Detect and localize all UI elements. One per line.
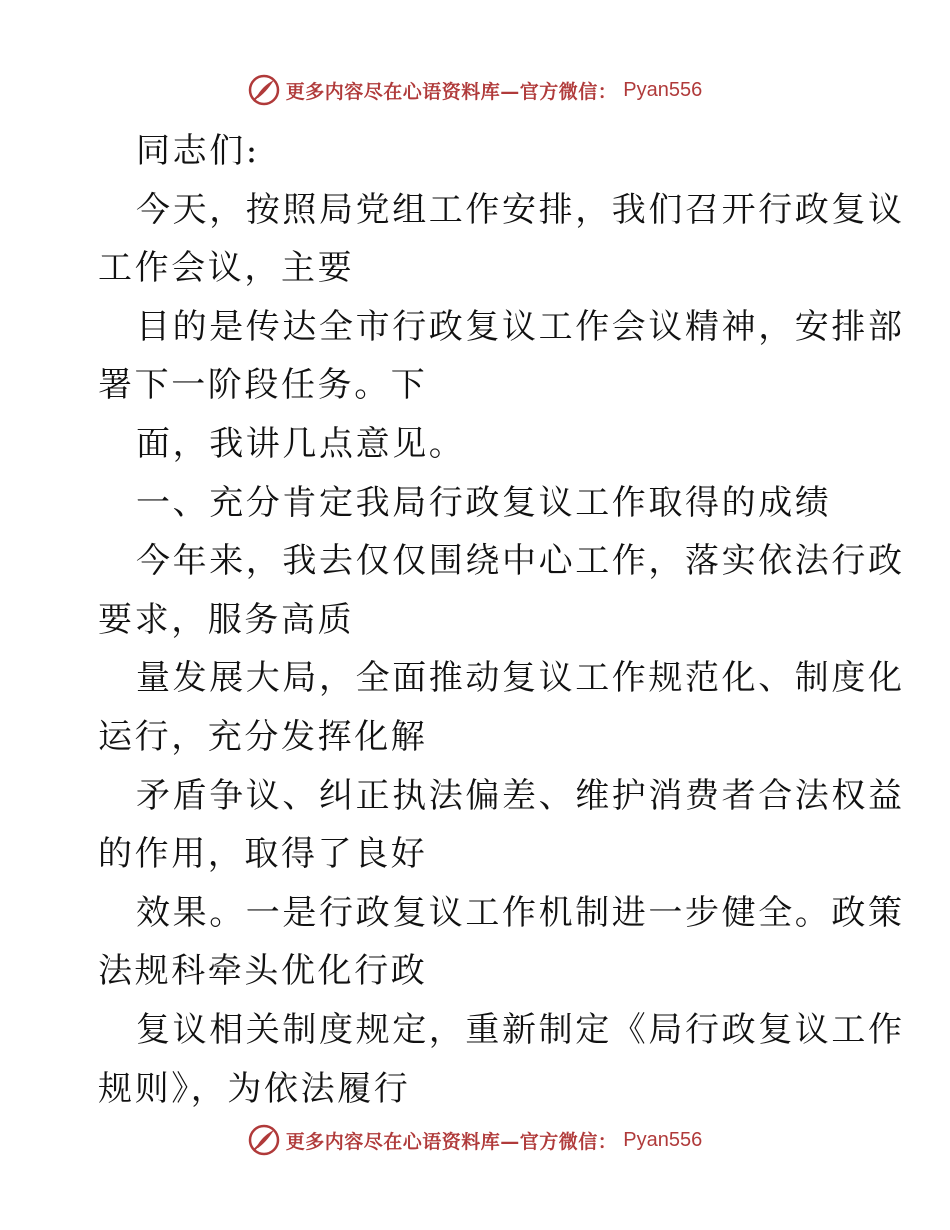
text-line: 同志们: <box>136 131 260 171</box>
watermark-text: 更多内容尽在心语资料库—官方微信： <box>285 80 618 103</box>
text-line: 今年来，我去仅仅围绕中心工作，落实依法行政 <box>136 541 905 582</box>
text-line: 法规科牵头优化行政 <box>98 951 428 992</box>
text-line: 规则》，为依法履行 <box>98 1068 411 1109</box>
text-line: 矛盾争议、纠正执法偏差、维护消费者合法权益 <box>136 775 905 816</box>
watermark-text: 更多内容尽在心语资料库—官方微信： <box>285 1130 618 1153</box>
text-line: 面，我讲几点意见。 <box>136 423 466 464</box>
quill-logo-icon <box>248 1124 280 1156</box>
text-line: 署下一阶段任务。下 <box>98 365 428 406</box>
text-line: 工作会议，主要 <box>98 248 355 289</box>
text-line: 效果。一是行政复议工作机制进一步健全。政策 <box>136 892 905 933</box>
text-line: 一、充分肯定我局行政复议工作取得的成绩 <box>136 482 832 523</box>
text-line: 目的是传达全市行政复议工作会议精神，安排部 <box>136 306 905 347</box>
text-line: 要求，服务高质 <box>98 599 355 640</box>
quill-logo-icon <box>248 74 280 106</box>
document-body <box>98 122 905 1118</box>
watermark-id: Pyan556 <box>623 78 703 101</box>
text-line: 今天，按照局党组工作安排，我们召开行政复议 <box>136 189 905 230</box>
text-line: 运行，充分发挥化解 <box>98 716 428 757</box>
watermark-id: Pyan556 <box>623 1128 703 1151</box>
footer-watermark <box>0 1120 950 1160</box>
header-watermark <box>0 70 950 110</box>
text-line: 量发展大局，全面推动复议工作规范化、制度化 <box>136 658 905 699</box>
text-line: 复议相关制度规定，重新制定《局行政复议工作 <box>136 1009 905 1050</box>
text-line: 的作用，取得了良好 <box>98 834 428 875</box>
